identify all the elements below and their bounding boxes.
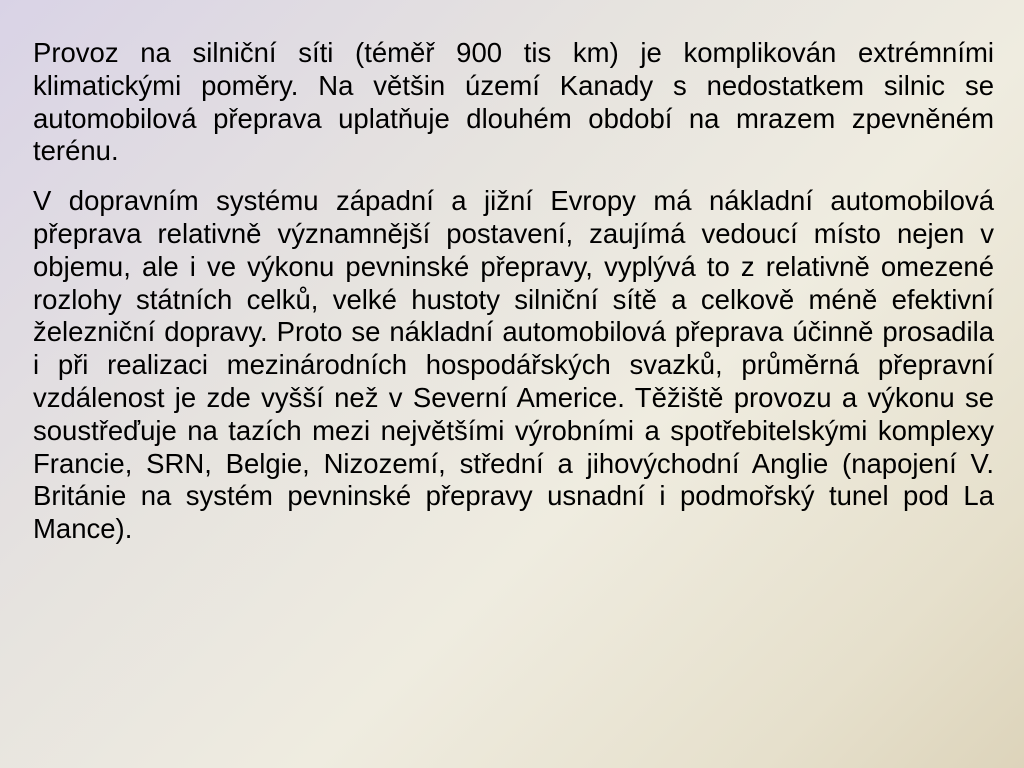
paragraph-europe-transport: V dopravním systému západní a jižní Evropy má nákladní automobilová přeprava relativně významnější postavení, zaujímá vedoucí místo nejen v objemu, ale i ve výkonu pevninské přepravy, vyplývá to z relativně omezené rozlohy státních celků, velké hustoty silniční sítě a celkově méně efektivní železniční dopravy. Proto se nákladní automobilová přeprava účinně prosadila i při realizaci mezinárodních hospodářských svazků, průměrná přepravní vzdálenost je zde vyšší než v Severní Americe. Těžiště provozu a výkonu se soustřeďuje na tazích mezi největšími výrobními a spotřebitelskými komplexy Francie, SRN, Belgie, Nizozemí, střední a jihovýchodní Anglie (napojení V. Británie na systém pevninské přepravy usnadní i podmořský tunel pod La Mance). (33, 185, 994, 545)
slide-content (33, 37, 994, 546)
paragraph-canada-roads: Provoz na silniční síti (téměř 900 tis km) je komplikován extrémními klimatickými poměry. Na většin území Kanady s nedostatkem silnic se automobilová přeprava uplatňuje dlouhém období na mrazem zpevněném terénu. (33, 37, 994, 167)
